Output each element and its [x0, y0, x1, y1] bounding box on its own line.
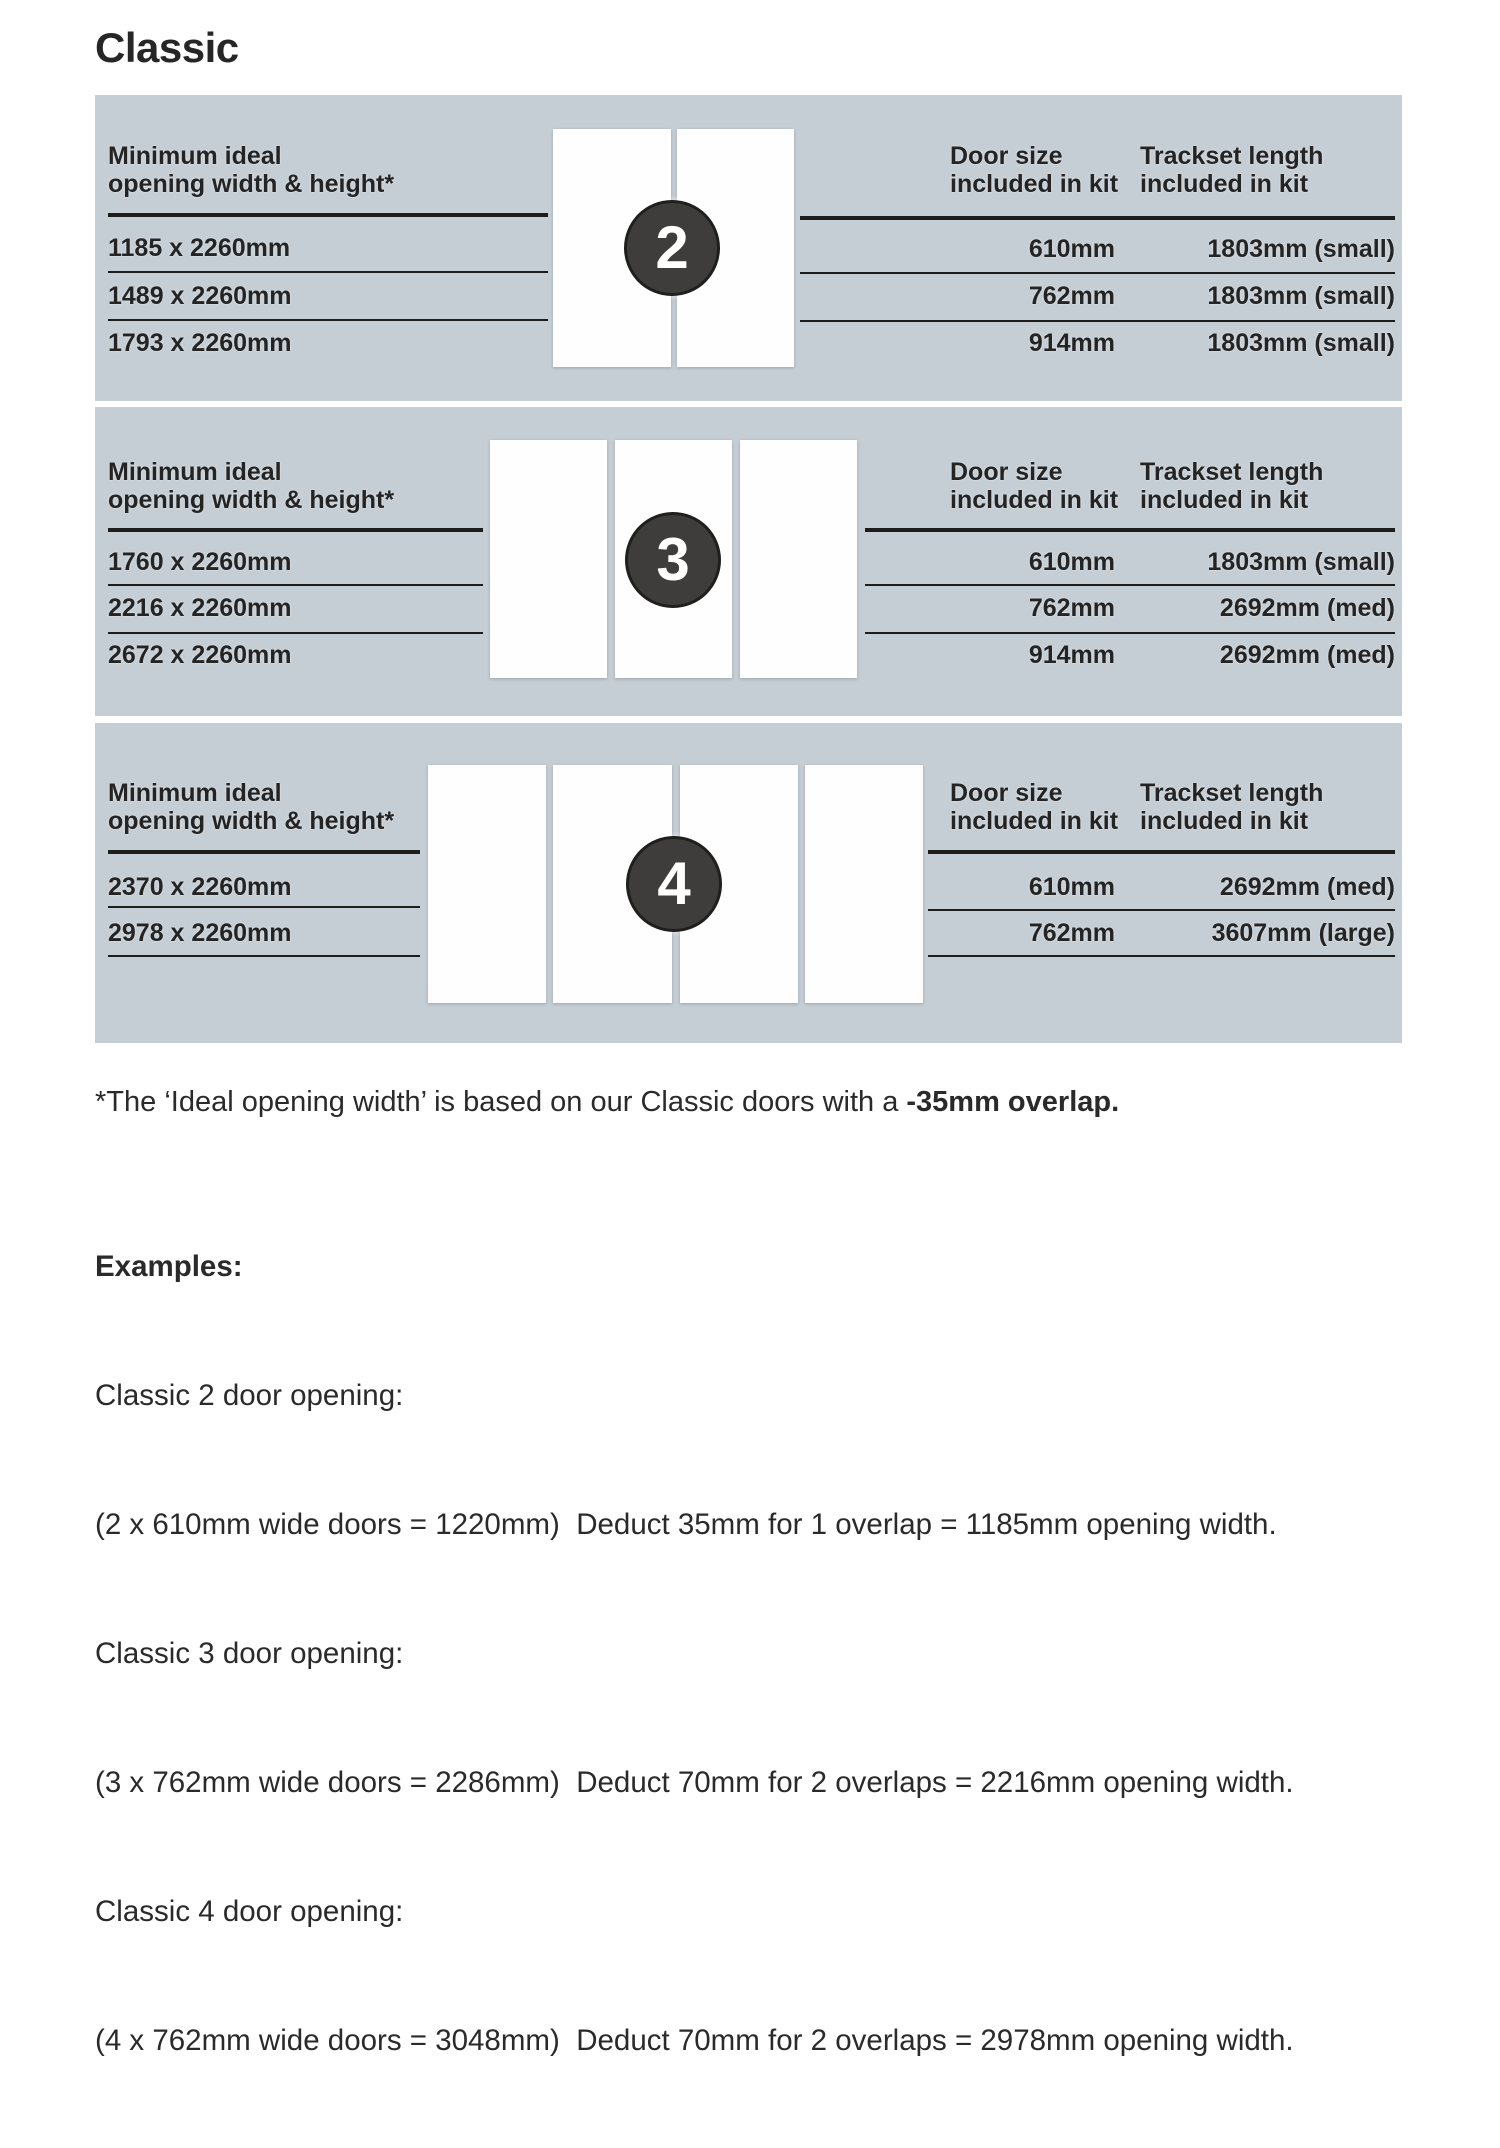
section-2-door-panel: [95, 95, 1402, 401]
trackset-cell: 1803mm (small): [1207, 235, 1395, 263]
row-divider: [108, 906, 420, 908]
row-divider: [108, 632, 483, 634]
trackset-header-line1: Trackset length: [1140, 142, 1324, 170]
example-line: (3 x 762mm wide doors = 2286mm) Deduct 70mm for 2 overlaps = 2216mm opening width.: [95, 1766, 1294, 1799]
door-size-cell: 762mm: [1028, 282, 1115, 310]
example-line: Classic 2 door opening:: [95, 1379, 404, 1412]
left-table-header: [108, 779, 394, 835]
trackset-cell: 1803mm (small): [1207, 548, 1395, 576]
door-size-header: [950, 779, 1118, 835]
footnote: [95, 1086, 1119, 1119]
left-header-line2: opening width & height*: [108, 486, 395, 514]
left-header-line1: Minimum ideal: [108, 142, 282, 170]
door-count-number: 3: [656, 526, 690, 593]
trackset-header-line2: included in kit: [1140, 807, 1309, 835]
left-header-line2: opening width & height*: [108, 807, 395, 835]
page-title: Classic: [95, 24, 239, 71]
opening-size-cell: 1793 x 2260mm: [108, 329, 292, 357]
trackset-cell: 1803mm (small): [1207, 282, 1395, 310]
door-size-cell: 610mm: [1028, 873, 1115, 901]
trackset-cell: 2692mm (med): [1219, 873, 1395, 901]
opening-size-cell: 2672 x 2260mm: [108, 641, 292, 669]
footnote-text: *The ‘Ideal opening width’ is based on our Classic doors with a: [95, 1086, 907, 1118]
example-line: Classic 4 door opening:: [95, 1895, 404, 1928]
trackset-cell: 2692mm (med): [1219, 641, 1395, 669]
examples-heading: Examples:: [95, 1250, 243, 1283]
door-size-header-line1: Door size: [950, 142, 1063, 170]
trackset-cell: 3607mm (large): [1211, 919, 1395, 947]
trackset-header: [1140, 458, 1323, 514]
left-table-header: [108, 142, 394, 198]
door-size-header-line2: included in kit: [950, 807, 1119, 835]
left-table-header: [108, 458, 394, 514]
trackset-header: [1140, 142, 1323, 198]
door-panel: [490, 440, 607, 678]
trackset-cell: 1803mm (small): [1207, 329, 1395, 357]
left-header-line2: opening width & height*: [108, 170, 395, 198]
door-size-cell: 762mm: [1028, 919, 1115, 947]
right-header-rule: [928, 850, 1395, 854]
opening-size-cell: 2216 x 2260mm: [108, 594, 292, 622]
trackset-header: [1140, 779, 1323, 835]
left-header-line1: Minimum ideal: [108, 458, 282, 486]
trackset-header-line2: included in kit: [1140, 170, 1309, 198]
row-divider: [108, 271, 548, 273]
row-divider: [928, 909, 1395, 911]
right-header-rule: [865, 528, 1395, 532]
door-count-badge: [625, 512, 721, 608]
door-size-header: [950, 458, 1118, 514]
examples-block: [95, 1159, 1294, 2148]
row-divider: [108, 955, 420, 957]
trackset-cell: 2692mm (med): [1219, 594, 1395, 622]
row-divider: [865, 584, 1395, 586]
door-size-cell: 610mm: [1028, 548, 1115, 576]
door-size-header-line1: Door size: [950, 779, 1063, 807]
footnote-bold-text: -35mm overlap.: [906, 1086, 1120, 1118]
opening-size-cell: 1760 x 2260mm: [108, 548, 292, 576]
row-divider: [108, 584, 483, 586]
row-divider: [800, 272, 1395, 274]
door-size-header: [950, 142, 1118, 198]
left-header-rule: [108, 850, 420, 854]
opening-size-cell: 1185 x 2260mm: [108, 234, 291, 262]
door-count-number: 4: [657, 850, 691, 917]
example-line: Classic 3 door opening:: [95, 1637, 404, 1670]
door-size-cell: 610mm: [1028, 235, 1115, 263]
door-count-badge: [624, 200, 720, 296]
opening-size-cell: 1489 x 2260mm: [108, 282, 292, 310]
example-line: (2 x 610mm wide doors = 1220mm) Deduct 35mm for 1 overlap = 1185mm opening width.: [95, 1508, 1277, 1541]
right-header-rule: [800, 216, 1395, 220]
row-divider: [928, 955, 1395, 957]
door-size-header-line2: included in kit: [950, 170, 1119, 198]
opening-size-cell: 2370 x 2260mm: [108, 873, 292, 901]
example-line: (4 x 762mm wide doors = 3048mm) Deduct 70mm for 2 overlaps = 2978mm opening width.: [95, 2024, 1294, 2057]
section-3-door-panel: [95, 407, 1402, 716]
left-header-rule: [108, 528, 483, 532]
opening-size-cell: 2978 x 2260mm: [108, 919, 292, 947]
left-header-line1: Minimum ideal: [108, 779, 282, 807]
door-size-cell: 914mm: [1028, 641, 1115, 669]
door-count-badge: [626, 836, 722, 932]
left-header-rule: [108, 213, 548, 217]
door-size-header-line1: Door size: [950, 458, 1063, 486]
door-count-number: 2: [655, 214, 689, 281]
row-divider: [865, 632, 1395, 634]
section-4-door-panel: [95, 723, 1402, 1043]
row-divider: [800, 320, 1395, 322]
trackset-header-line1: Trackset length: [1140, 779, 1324, 807]
door-size-cell: 914mm: [1028, 329, 1115, 357]
door-size-cell: 762mm: [1028, 594, 1115, 622]
row-divider: [108, 319, 548, 321]
trackset-header-line2: included in kit: [1140, 486, 1309, 514]
door-panel: [428, 765, 546, 1003]
door-size-header-line2: included in kit: [950, 486, 1119, 514]
trackset-header-line1: Trackset length: [1140, 458, 1324, 486]
